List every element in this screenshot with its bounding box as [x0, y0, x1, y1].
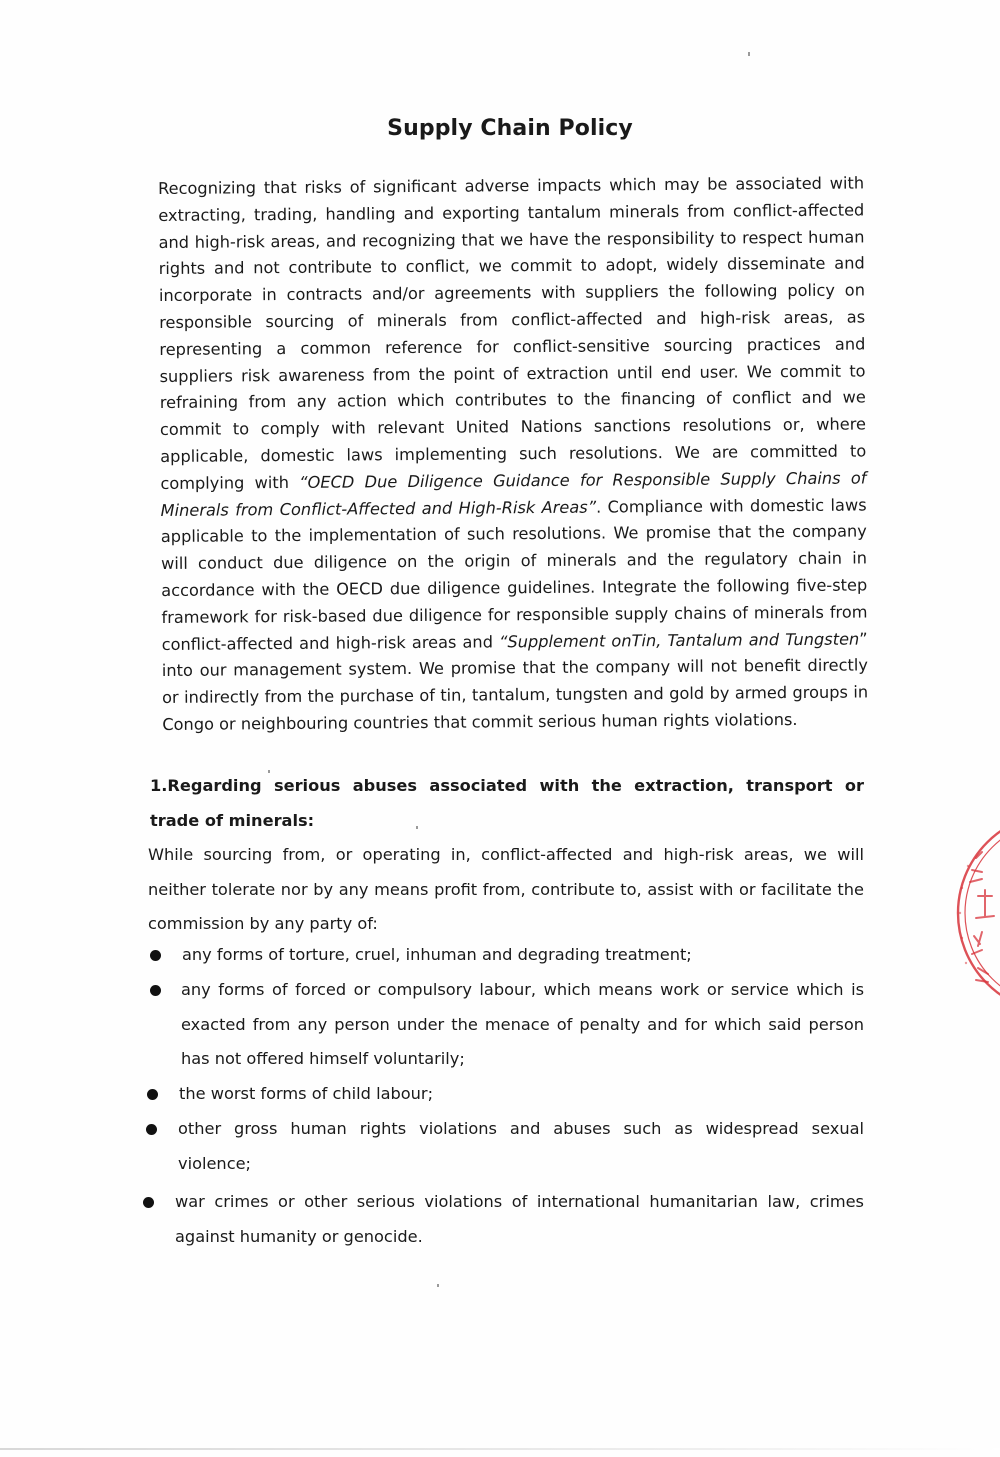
intro-text-3: ” into our management system. We promise that the company will not benefit directly or indirectly from the purchase of tin, tantalum, tungsten and gold by armed groups in Congo or neighbouring countries that commit serious human rights violations.	[161, 628, 869, 734]
section-1-lead: While sourcing from, or operating in, conflict-affected and high-risk areas, we will neither tolerate nor by any means profit from, contribute to, assist with or facilitate the commission by any party of:	[148, 845, 864, 933]
bullet-icon	[147, 1089, 158, 1100]
bullet-icon	[150, 950, 161, 961]
seal-stamp-icon	[948, 818, 1000, 1008]
scan-edge-line	[0, 1448, 1000, 1450]
scan-speck	[437, 1284, 439, 1287]
bullet-item: other gross human rights violations and abuses such as widespread sexual violence;	[178, 1119, 864, 1173]
page-title: Supply Chain Policy	[387, 116, 633, 141]
scan-speck	[748, 52, 750, 56]
oecd-guidance-title: “OECD Due Diligence Guidance for Responsible Supply Chains of Minerals from Conflict-Affected and High-Risk Areas”	[160, 468, 867, 520]
bullet-item: war crimes or other serious violations of international humanitarian law, crimes against humanity or genocide.	[175, 1192, 864, 1246]
bullet-icon	[150, 985, 161, 996]
intro-text-1: Recognizing that risks of significant adverse impacts which may be associated with extracting, trading, handling and exporting tantalum minerals from conflict-affected and high-risk areas, and recognizing that we have the responsibility to respect human rights and not contribute to conflict, we commit to adopt, widely disseminate and incorporate in contracts and/or agreements with suppliers the following policy on responsible sourcing of minerals from conflict-affected and high-risk areas, as representing a common reference for conflict-sensitive sourcing practices and suppliers risk awareness from the point of extraction until end user. We commit to refraining from any action which contributes to the financing of conflict and we commit to comply with relevant United Nations sanctions resolutions or, where applicable, domestic laws implementing such resolutions. We are committed to complying with	[158, 173, 867, 493]
supplement-title: “Supplement onTin, Tantalum and Tungsten	[498, 629, 860, 651]
bullet-icon	[146, 1124, 157, 1135]
section-1-heading: 1.Regarding serious abuses associated with the extraction, transport or trade of minerals:	[150, 776, 864, 830]
intro-text-2: . Compliance with domestic laws applicable to the implementation of such resolutions. We promise that the company will conduct due diligence on the origin of minerals and the regulatory chain in accordance with the OECD due diligence guidelines. Integrate the following five-step framework for risk-based due diligence for responsible supply chains of minerals from conflict-affected and high-risk areas and	[160, 495, 868, 654]
bullet-icon	[143, 1197, 154, 1208]
bullet-item: the worst forms of child labour;	[179, 1084, 434, 1103]
bullet-item: any forms of forced or compulsory labour, which means work or service which is exacted from any person under the menace of penalty and for which said person has not offered himself voluntarily;	[181, 980, 864, 1068]
scan-speck	[416, 826, 418, 829]
intro-paragraph	[158, 170, 868, 738]
bullet-item: any forms of torture, cruel, inhuman and degrading treatment;	[182, 945, 692, 964]
scan-speck	[268, 770, 270, 773]
